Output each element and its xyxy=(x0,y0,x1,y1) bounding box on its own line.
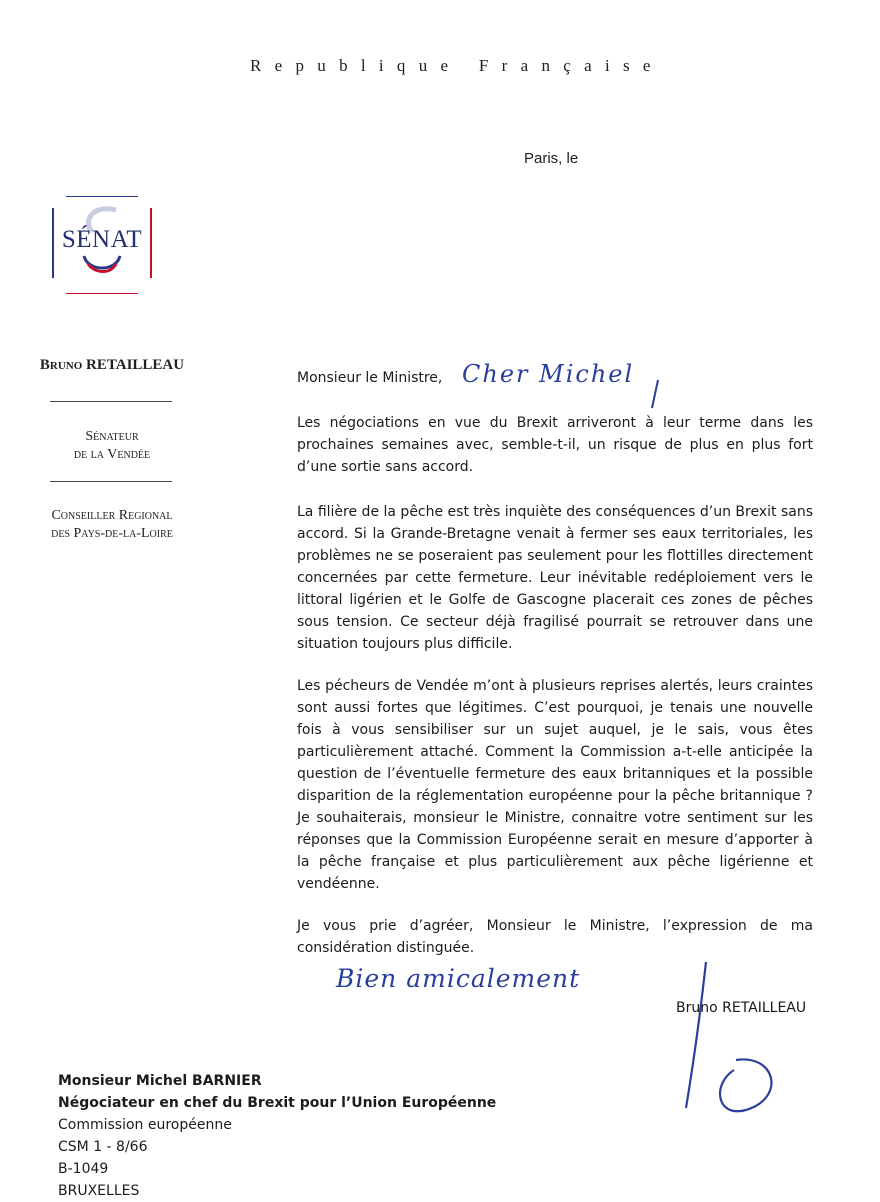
sender-name: Bruno RETAILLEAU xyxy=(39,357,185,373)
salutation: Monsieur le Ministre, xyxy=(297,370,443,386)
body-paragraph: Je vous prie d’agréer, Monsieur le Ministre, l’expression de ma considération distinguée. xyxy=(297,918,813,956)
senat-logo xyxy=(52,196,152,294)
sender-role-senator xyxy=(22,428,202,464)
sender-role-line: Conseiller Regional xyxy=(51,508,173,523)
recipient-org: Commission européenne xyxy=(58,1117,232,1133)
logo-text: SÉNAT xyxy=(61,226,143,253)
sender-role-line: de la Vendée xyxy=(73,447,151,462)
recipient-office: CSM 1 - 8/66 xyxy=(58,1139,148,1155)
body-paragraph: Les pécheurs de Vendée m’ont à plusieurs reprises alertés, leurs craintes sont aussi fortes que légitimes. C’est pourquoi, je tenais une nouvelle fois à vous sensibiliser sur un sujet auquel, je le sais, vous êtes particulièrement attaché. Comment la Commission a-t-elle anticipée la question de l’éventuelle fermeture des eaux britanniques et la possible disparition de la réglementation européenne pour la pêche britannique ? Je souhaiterais, monsieur le Ministre, connaitre votre sentiment sur les réponses que la Commission Européenne serait en mesure d’apporter à la pêche française et plus particulièrement aux pêche ligérienne et vendéenne. xyxy=(297,678,813,892)
signature-icon xyxy=(676,958,786,1123)
recipient-name: Monsieur Michel BARNIER xyxy=(58,1073,262,1089)
logo-bottom-line xyxy=(66,293,138,294)
place-date: Paris, le xyxy=(524,150,579,167)
letterhead: Republique Française xyxy=(250,56,664,75)
sidebar-divider xyxy=(50,481,172,482)
recipient-city: BRUXELLES xyxy=(58,1183,140,1199)
body-paragraph: La filière de la pêche est très inquiète des conséquences d’un Brexit sans accord. Si la Grande-Bretagne venait à fermer ses eaux territoriales, les problèmes ne se poseraient pas seulement pour les flottilles directement concernées par cette fermeture. Leur inévitable redéploiement vers le littoral ligérien et le Golfe de Gascogne placerait ces zones de pêches sous tension. Ce secteur déjà fragilisé pourrait se retrouver dans une situation toujours plus difficile. xyxy=(297,504,813,652)
recipient-address xyxy=(58,1070,496,1202)
body-paragraph: Les négociations en vue du Brexit arriveront à leur terme dans les prochaines semaines avec, semble-t-il, un risque de plus en plus fort d’une sortie sans accord. xyxy=(297,415,813,475)
logo-top-line xyxy=(66,196,138,197)
sender-role-councillor xyxy=(22,507,202,543)
handwritten-greeting: Cher Michel xyxy=(462,360,635,388)
sender-role-line: des Pays-de-la-Loire xyxy=(51,526,173,541)
sidebar-divider xyxy=(50,401,172,402)
handwritten-closing: Bien amicalement xyxy=(336,964,581,993)
recipient-postcode: B-1049 xyxy=(58,1161,109,1177)
signer-name: Bruno RETAILLEAU xyxy=(676,1000,807,1016)
sender-role-line: Sénateur xyxy=(85,429,139,444)
recipient-title: Négociateur en chef du Brexit pour l’Union Européenne xyxy=(58,1095,497,1111)
handwritten-stroke-icon xyxy=(648,378,662,410)
